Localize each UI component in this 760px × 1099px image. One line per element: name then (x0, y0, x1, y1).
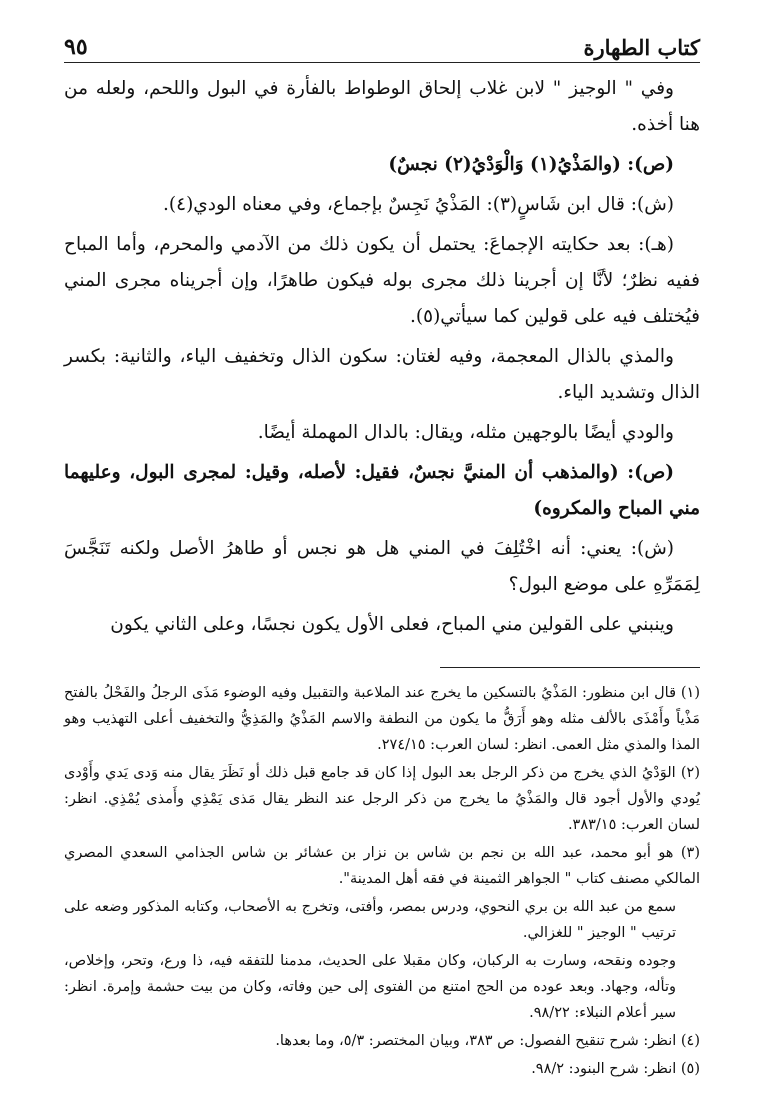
running-header (64, 28, 700, 60)
main-text (64, 71, 700, 643)
paragraph: (ش): قال ابن شَاسٍ(٣): المَذْيُ نَجِسٌ بإجماع، وفي معناه الودي(٤). (163, 194, 674, 215)
paragraph: وفي " الوجيز " لابن غلاب إلحاق الوطواط بالفأرة في البول واللحم، ولعله من هنا أخذه. (64, 78, 700, 135)
matn-heading: (ص): (والمَذْيُ(١) وَالْوَدْيُ(٢) نجسٌ) (388, 154, 674, 175)
paragraph: (ش): يعني: أنه اخْتُلِفَ في المني هل هو نجس أو طاهرُ الأصل ولكنه تَنَجَّسَ لِمَمَرِّهِ على موضع البول؟ (64, 538, 700, 595)
book-page (64, 28, 700, 1084)
header-rule (64, 62, 700, 63)
paragraph: وينبني على القولين مني المباح، فعلى الأول يكون نجسًا، وعلى الثاني يكون (110, 614, 674, 635)
paragraph: والمذي بالذال المعجمة، وفيه لغتان: سكون الذال وتخفيف الياء، والثانية: بكسر الذال وتشديد الياء. (64, 346, 700, 403)
footnote: (٥) انظر: شرح البنود: ٩٨/٢. (531, 1061, 700, 1077)
matn-heading: (ص): (والمذهب أن المنيَّ نجسٌ، فقيل: لأصله، وقيل: لمجرى البول، وعليهما مني المباح والمكروه) (64, 462, 700, 519)
footnote: (٤) انظر: شرح تنقيح الفصول: ص ٣٨٣، وبيان المختصر: ٥/٣، وما بعدها. (275, 1033, 700, 1049)
footnote-separator (440, 667, 700, 668)
footnote: (١) قال ابن منظور: المَذْيُ بالتسكين ما يخرج عند الملاعبة والتقبيل وفيه الوضوء مَذَى الرجلُ والفَحْلُ بالفتح مَذْياً وأَمْذَى بالألف مثله وهو أَرَقُّ ما يكون من النطفة والاسم المَذْيُ والمَذِيُّ والتخفيف أعلى التهذيب وهو المذا والمذي مثل العمى. انظر: لسان العرب: ٢٧٤/١٥. (64, 685, 700, 753)
footnote: (٢) الوَدْيُ الذي يخرج من ذكر الرجل بعد البول إذا كان قد جامع قبل ذلك أو نَظَرَ يقال منه وَدى يَدي وأَوْدى يُودي والأول أجود قال والمَذْيُ ما يخرج من ذكر الرجل عند النظر يقال مَذى يَمْذِي وأَمذى يُمْذِي. انظر: لسان العرب: ٣٨٣/١٥. (64, 765, 700, 833)
chapter-title: كتاب الطهارة (583, 35, 700, 60)
footnote-continuation: سمع من عبد الله بن بري النحوي، ودرس بمصر، وأفتى، وتخرج به الأصحاب، وكتابه المذكور وضعه على ترتيب " الوجيز " للغزالي. (64, 899, 676, 941)
footnotes (64, 680, 700, 1082)
footnote-continuation: وجوده ونقحه، وسارت به الركبان، وكان مقبلا على الحديث، مدمنا للتفقه فيه، ذا ورع، وتحر، وإخلاص، وتأله، وجهاد. وبعد عوده من الحج امتنع من الفتوى إلى حين وفاته، وكان من بيت حشمة وإمرة. انظر: سير أعلام النبلاء: ٩٨/٢٢. (64, 953, 676, 1021)
page-number: ٩٥ (64, 34, 88, 60)
paragraph: (هـ): بعد حكايته الإجماعَ: يحتمل أن يكون ذلك من الآدمي والمحرم، وأما المباح ففيه نظرٌ؛ لأنَّا إن أجرينا ذلك مجرى بوله فيكون طاهرًا، وإن أجريناه مجرى المني فيُختلف فيه على قولين كما سيأتي(٥). (64, 234, 700, 327)
footnote: (٣) هو أبو محمد، عبد الله بن نجم بن شاس بن نزار بن عشائر بن شاس الجذامي السعدي المصري المالكي مصنف كتاب " الجواهر الثمينة في فقه أهل المدينة". (64, 845, 700, 887)
paragraph: والودي أيضًا بالوجهين مثله، ويقال: بالدال المهملة أيضًا. (257, 422, 674, 443)
